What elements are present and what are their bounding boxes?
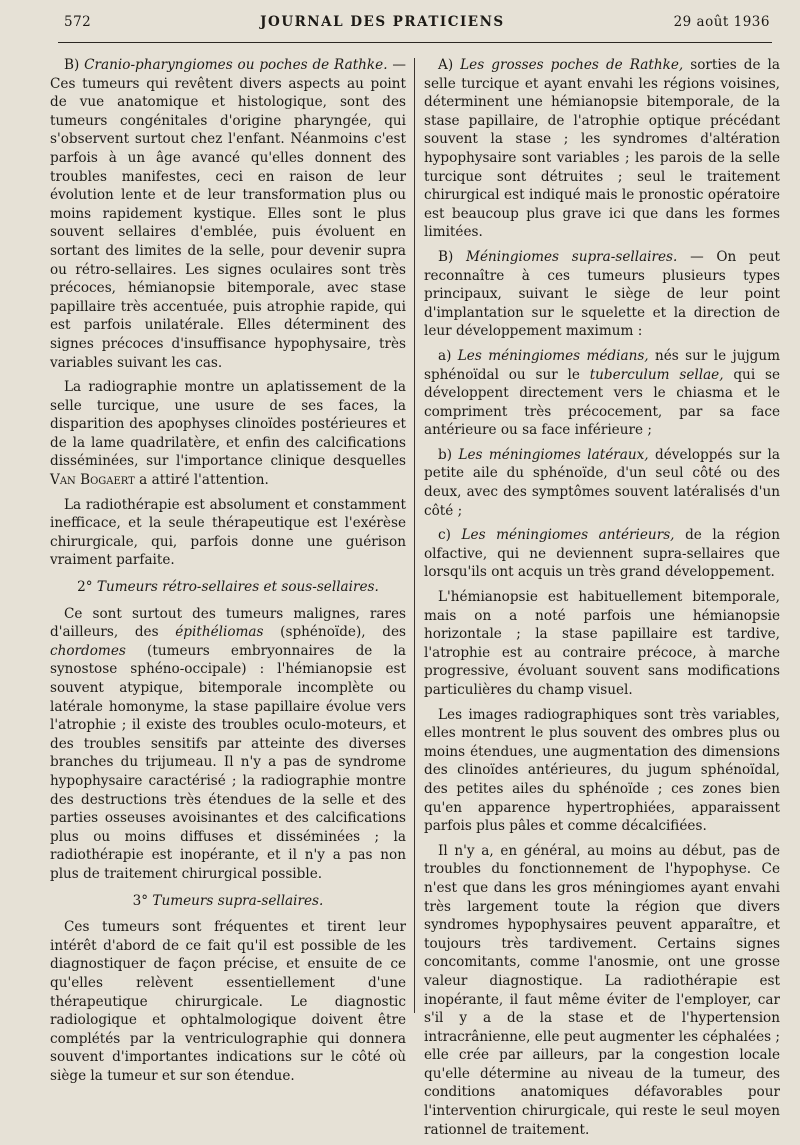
- paragraph-meningiomes-medians: [424, 347, 780, 440]
- item-label: B): [438, 248, 467, 265]
- header-rule: [58, 42, 772, 43]
- item-text: qui se développent directement vers le chiasma et le compriment très précocement, par sa face antérieure ou sa face inférieure ;: [424, 366, 780, 439]
- paragraph-images-radiographiques: Les images radiographiques sont très variables, elles montrent le plus souvent des ombres plus ou moins étendues, une augmentation des dimensions des clinoïdes antérieures, du jugum sphénoïdal, des petites ailes du sphénoïde ; ces zones bien qu'en apparence hypertrophiées, apparaissent parfois plus pâles et comme décalcifiées.: [424, 706, 780, 835]
- item-text: nés sur le jujgum sphénoïdal ou sur le: [424, 347, 781, 383]
- item-title: Les méningiomes antérieurs,: [461, 527, 675, 544]
- text-run: La radiographie montre un aplatissement de la selle turcique, une usure de ses faces, la disparition des apophyses clinoïdes postérieures et de la lame quadrilatère, et enfin des calcifications disséminées, sur l'importance clinique desquelles: [50, 379, 406, 470]
- item-label: c): [438, 527, 462, 544]
- item-text: sorties de la selle turcique et ayant envahi les régions voisines, déterminent une hémianopsie bitemporale, de la stase papillaire, de l'atrophie optique précédant souvent la stase ; les syndromes d'altération hypophysaire sont variables ; les parois de la selle turcique sont détruites ; seul le traitement chirurgical est indiqué mais le pronostic opératoire est beaucoup plus grave ici que dans les formes limitées.: [424, 57, 780, 241]
- section-number: 3°: [132, 892, 153, 909]
- paragraph-meningiomes-lateraux: [424, 446, 780, 520]
- item-title: Cranio-pharyngiomes ou poches de Rathke.: [84, 57, 388, 73]
- author-name: Van Bogaert: [50, 472, 135, 489]
- item-text: développés sur la petite aile du sphénoïde, d'un seul côté ou des deux, avec des symptômes souvent latéralisés d'un côté ;: [424, 446, 780, 519]
- page-header: [64, 14, 770, 40]
- left-column: [50, 56, 406, 1091]
- paragraph-supra-sellaires-intro: Ces tumeurs sont fréquentes et tirent leur intérêt d'abord de ce fait qu'il est possible de les diagnostiquer de façon précise, et ensuite de ce qu'elles relèvent essentiellement d'une thérapeutique chirurgicale. Le diagnostic radiologique et ophtalmologique doivent être complétés par la ventriculographie qui donnera souvent d'importantes indications sur le côté où siège la tumeur et sur son étendue.: [50, 919, 406, 1084]
- item-title: Les méningiomes médians,: [457, 347, 649, 364]
- text-run: a attiré l'attention.: [134, 472, 269, 489]
- term: tuberculum sellae,: [589, 366, 724, 383]
- section-title: Tumeurs rétro-sellaires et sous-sellaires.: [96, 579, 379, 596]
- section-heading-supra-sellaires: [50, 892, 406, 911]
- paragraph-tumeurs-malignes: [50, 605, 406, 884]
- paragraph-radiotherapie: La radiothérapie est absolument et constamment inefficace, et la seule thérapeutique est l'exérèse chirurgicale, qui, parfois donne une guérison vraiment parfaite.: [50, 496, 406, 569]
- item-text: — Ces tumeurs qui revêtent divers aspects au point de vue anatomique et histologique, sont des tumeurs congénitales d'origine pharyngée, qui s'observent surtout chez l'enfant. Néanmoins c'est parfois à un âge avancé qu'elles donnent des troubles manifestes, ceci en raison de leur évolution lente et de leur transformation plus ou moins rapidement kystique. Elles sont le plus souvent sellaires d'emblée, puis évoluent en sortant des limites de la selle, pour devenir supra ou rétro-sellaires. Les signes oculaires sont très précoces, hémianopsie bitemporale, avec stase papillaire très accentuée, puis atrophie rapide, qui est parfois unilatérale. Elles déterminent des signes précoces d'insuffisance hypophysaire, très variables suivant les cas.: [50, 57, 406, 371]
- section-heading-retro-sellaires: [50, 578, 406, 597]
- issue-date: 29 août 1936: [673, 14, 770, 30]
- text-run: Ce sont surtout des tumeurs malignes, rares d'ailleurs, des: [50, 605, 406, 641]
- page-number: 572: [64, 14, 92, 30]
- column-divider: [414, 58, 415, 1013]
- term: épithéliomas: [175, 624, 264, 641]
- text-run: (sphénoïde), des: [263, 624, 406, 641]
- section-title: Tumeurs supra-sellaires.: [152, 892, 324, 909]
- item-label: B): [64, 57, 85, 73]
- item-label: a): [438, 347, 458, 364]
- right-column: [424, 56, 780, 1145]
- paragraph-fonctionnement-hypophyse: Il n'y a, en général, au moins au début, pas de troubles du fonctionnement de l'hypophyse. Ce n'est que dans les gros méningiomes ayant envahi très largement toute la région que divers syndromes hypophysaires peuvent apparaître, et toujours très tardivement. Certains signes concomitants, comme l'anosmie, ont une grosse valeur diagnostique. La radiothérapie est inopérante, il faut même éviter de l'employer, car s'il y a de la stase et de l'hypertension intracrânienne, elle peut augmenter les céphalées ; elle crée par ailleurs, par la congestion locale qu'elle détermine au niveau de la tumeur, des conditions anatomiques défavorables pour l'intervention chirurgicale, qui reste le seul moyen rationnel de traitement.: [424, 842, 780, 1138]
- item-title: Méningiomes supra-sellaires.: [466, 248, 678, 265]
- item-text: de la région olfactive, qui ne deviennent supra-sellaires que lorsqu'ils ont acquis un très grand développement.: [424, 527, 780, 581]
- text-run: (tumeurs embryonnaires de la synostose sphéno-occipale) : l'hémianopsie est souvent atypique, bitemporale incomplète ou latérale homonyme, la stase papillaire évolue vers l'atrophie ; il existe des troubles oculo-moteurs, et des troubles sensitifs par atteinte des diverses branches du trijumeau. Il n'y a pas de syndrome hypophysaire caractérisé ; la radiographie montre des destructions très étendues de la selle et des parties osseuses avoisinantes et des calcifications plus ou moins diffuses et disséminées ; la radiothérapie est inopérante, et il n'y a pas non plus de traitement chirurgical possible.: [50, 642, 406, 882]
- item-title: Les méningiomes latéraux,: [458, 446, 649, 463]
- paragraph-meningiomes: [424, 248, 780, 341]
- paragraph-cranio-pharyngiomes: [50, 56, 406, 372]
- item-label: b): [438, 446, 459, 463]
- item-label: A): [438, 57, 461, 73]
- paragraph-meningiomes-anterieurs: [424, 526, 780, 582]
- section-number: 2°: [77, 579, 97, 596]
- item-title: Les grosses poches de Rathke,: [460, 57, 684, 73]
- item-text: — On peut reconnaître à ces tumeurs plusieurs types principaux, suivant le siège de leur point d'implantation sur le squelette et la direction de leur développement maximum :: [424, 248, 780, 340]
- paragraph-hemianopsie: L'hémianopsie est habituellement bitemporale, mais on a noté parfois une hémianopsie horizontale ; la stase papillaire est tardive, l'atrophie est au contraire précoce, à marche progressive, évoluant souvent sans modifications particulières du champ visuel.: [424, 589, 780, 698]
- term: chordomes: [50, 642, 126, 659]
- paragraph-radiographie: [50, 378, 406, 490]
- paragraph-grosses-poches: [424, 56, 780, 242]
- journal-title: JOURNAL DES PRATICIENS: [260, 14, 505, 30]
